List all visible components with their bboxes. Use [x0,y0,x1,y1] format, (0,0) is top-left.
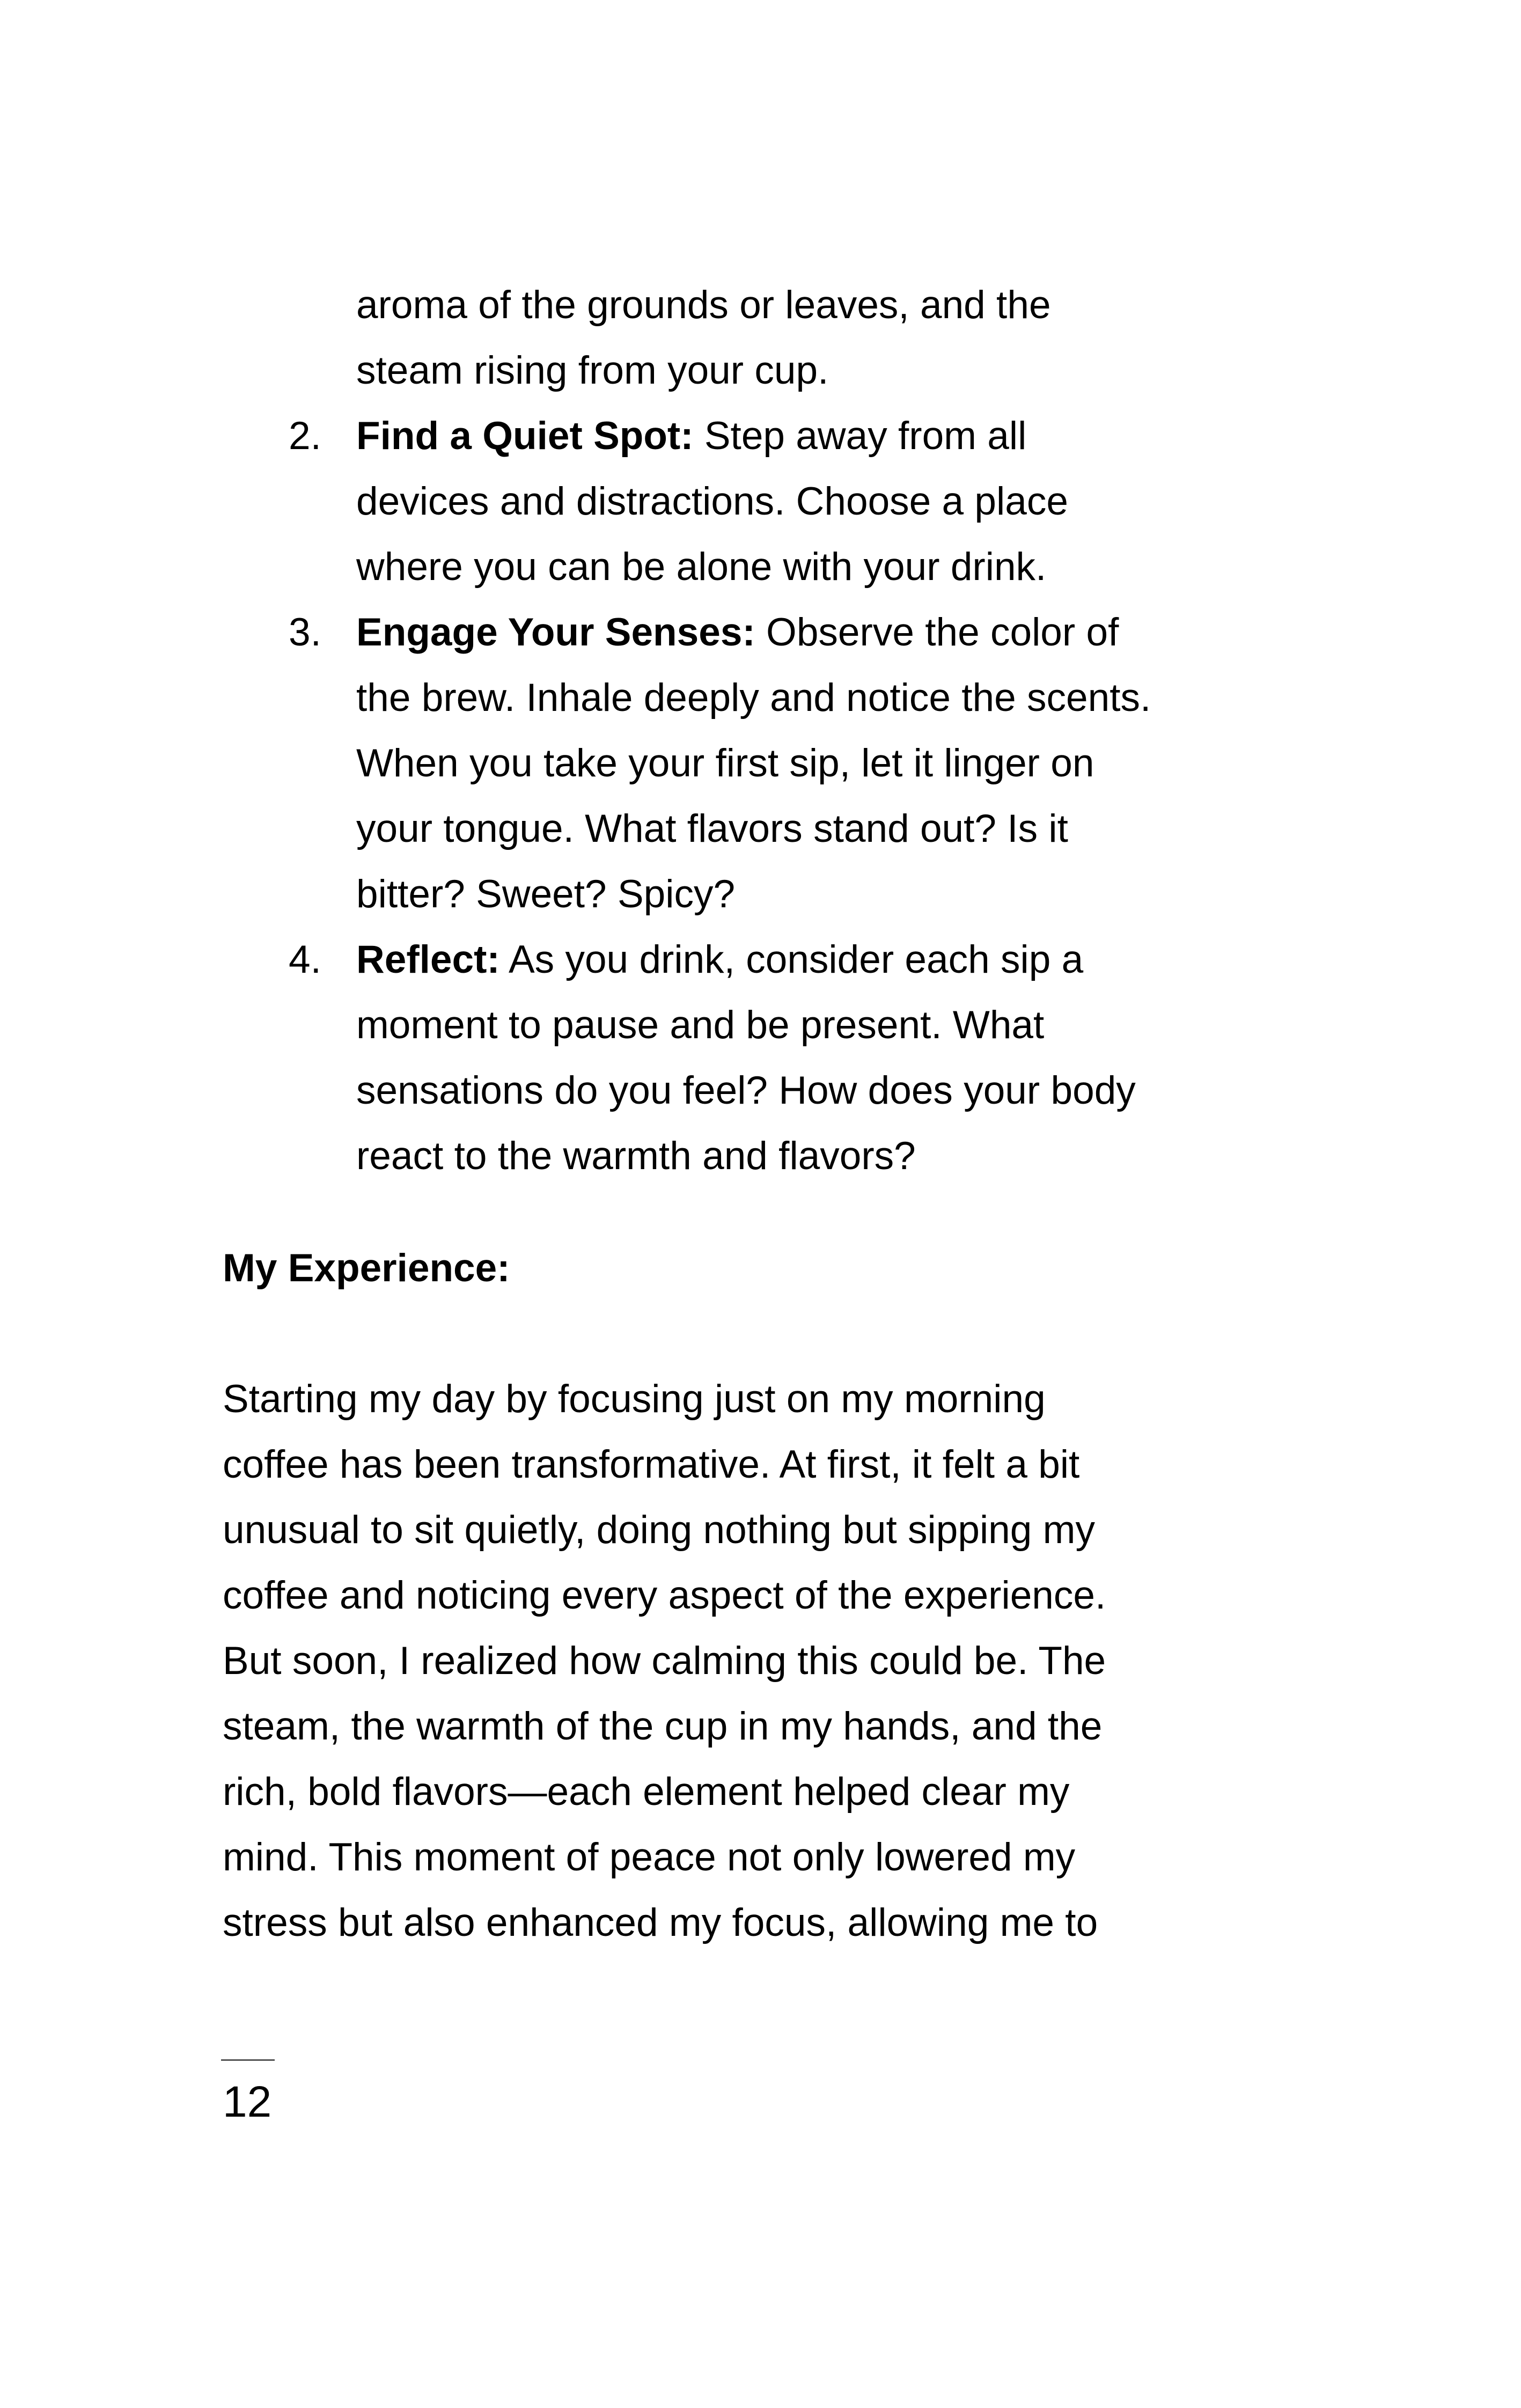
text-line: coffee and noticing every aspect of the experience. [223,1574,1106,1617]
step-item-3 [0,600,1521,927]
text-line: rich, bold flavors—each element helped clear my [223,1770,1070,1814]
text-line: coffee has been transformative. At first, it felt a bit [223,1443,1080,1486]
page-number: 12 [223,2077,272,2126]
text-line [356,927,1521,993]
text-line: the brew. Inhale deeply and notice the scents. [356,676,1151,720]
text-line: devices and distractions. Choose a place [356,480,1068,523]
step-text: Observe the color of [755,611,1119,654]
step-number: 4. [289,938,321,981]
step-lead: Find a Quiet Spot: [356,414,694,458]
step-item-2 [0,403,1521,600]
text-line: your tongue. What flavors stand out? Is it [356,807,1068,850]
step-number: 3. [289,611,321,654]
text-line [356,600,1521,665]
step-item-4 [0,927,1521,1189]
text-line: steam, the warmth of the cup in my hands, and the [223,1705,1103,1748]
footer-rule [221,2059,275,2061]
text-line: moment to pause and be present. What [356,1003,1045,1047]
text-line: steam rising from your cup. [356,349,829,392]
continued-step-text [356,273,1051,403]
text-line: bitter? Sweet? Spicy? [356,872,736,916]
text-line [356,403,1521,469]
step-number: 2. [289,414,321,458]
text-line: mind. This moment of peace not only lowered my [223,1836,1076,1879]
text-line: react to the warmth and flavors? [356,1134,916,1178]
step-lead: Reflect: [356,938,500,981]
text-line: sensations do you feel? How does your body [356,1069,1136,1112]
text-line: When you take your first sip, let it linger on [356,742,1094,785]
section-heading: My Experience: [223,1246,510,1290]
step-text: As you drink, consider each sip a [499,938,1084,981]
text-line: unusual to sit quietly, doing nothing but sipping my [223,1508,1095,1552]
text-line: where you can be alone with your drink. [356,545,1047,589]
text-line: But soon, I realized how calming this could be. The [223,1639,1106,1683]
steps-list [0,403,1521,1189]
text-line: Starting my day by focusing just on my morning [223,1377,1046,1421]
text-line: aroma of the grounds or leaves, and the [356,283,1051,327]
text-line: stress but also enhanced my focus, allowing me to [223,1901,1098,1944]
step-lead: Engage Your Senses: [356,611,755,654]
step-text: Step away from all [693,414,1027,458]
experience-paragraph [223,1367,1106,1956]
